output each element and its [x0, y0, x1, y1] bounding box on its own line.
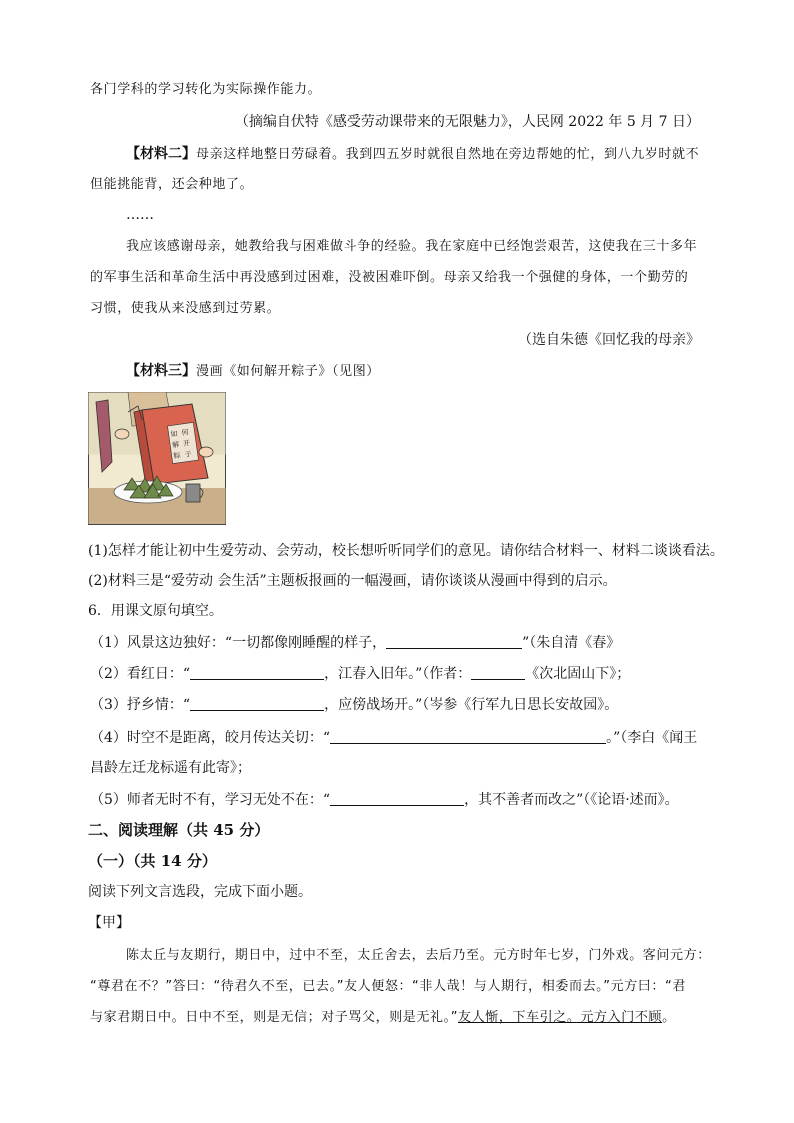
- book-title-char-6: 子: [184, 449, 193, 459]
- material-two-para-1: [126, 144, 699, 165]
- material-two-text-b: 但能挑能背，还会种地了。: [90, 177, 254, 192]
- fill-blank-2-middle: ，江春入旧年。”（作者：: [324, 666, 472, 682]
- material-two-text-a: 母亲这样地整日劳碌着。我到四五岁时就很自然地在旁边帮她的忙，到八九岁时就不: [196, 147, 700, 162]
- book-title-char-2: 何: [181, 428, 190, 438]
- source-citation-2: （选自朱德《回忆我的母亲》: [518, 332, 700, 348]
- fill-blank-1: [90, 633, 620, 653]
- answer-blank-3[interactable]: [190, 696, 324, 711]
- fill-blank-3-suffix: ，应傍战场开。”（岑参《行军九日思长安故园》。: [324, 697, 619, 713]
- fill-blank-3: [90, 695, 618, 715]
- fill-blank-2-prefix: （2）看红日：“: [90, 666, 191, 682]
- answer-blank-2[interactable]: [190, 665, 324, 680]
- fill-blank-4-suffix: 。”（李白《闻王: [606, 730, 698, 746]
- passage-line-3-plain: 与家君期日中。日中不至，则是无信；对子骂父，则是无礼。”: [90, 1010, 459, 1025]
- book-title-char-4: 开: [182, 439, 191, 448]
- subsection-one-heading: （一）（共 14 分）: [88, 852, 217, 870]
- material-three-text: 漫画《如何解开粽子》（见图）: [196, 364, 380, 379]
- material-one-closing-line: 各门学科的学习转化为实际操作能力。: [90, 82, 322, 97]
- fill-blank-1-prefix: （1）风景这边独好：“一切都像刚睡醒的样子，: [90, 635, 387, 651]
- answer-blank-4[interactable]: [330, 729, 606, 744]
- answer-blank-5[interactable]: [330, 791, 464, 806]
- passage-line-3-end: 。: [662, 1010, 676, 1025]
- passage-line-2: “尊君在不？”答曰：“待君久不至，已去。”友人便怒：“非人哉！与人期行，相委而去。”元方曰：“君: [90, 979, 686, 994]
- fill-blank-2-suffix: 《次北固山下》；: [525, 666, 631, 682]
- ellipsis: ……: [126, 207, 154, 223]
- answer-blank-2-author[interactable]: [471, 665, 525, 680]
- fill-blank-5: [90, 790, 679, 810]
- passage-line-3-underlined: 友人惭，下车引之。元方入门不顾: [458, 1010, 663, 1025]
- passage-line-1: 陈太丘与友期行，期日中，过中不至，太丘舍去，去后乃至。元方时年七岁，门外戏。客问元方：: [126, 948, 711, 963]
- material-two-text-e: 习惯，使我从来没感到过劳累。: [90, 301, 281, 316]
- fill-blank-4-prefix: （4）时空不是距离，皎月传达关切：“: [90, 730, 331, 746]
- question-2: (2)材料三是“爱劳动 会生活”主题板报画的一幅漫画，请你谈谈从漫画中得到的启示。: [88, 573, 617, 589]
- material-three-line: [126, 361, 380, 382]
- question-1: (1)怎样才能让初中生爱劳动、会劳动，校长想听听同学们的意见。请你结合材料一、材料二谈谈看法。: [88, 543, 724, 559]
- fill-blank-4-continuation: 昌龄左迁龙标遥有此寄》；: [90, 760, 251, 776]
- question-6-heading: 6．用课文原句填空。: [88, 603, 223, 619]
- material-two-label: 【材料二】: [126, 146, 196, 162]
- material-two-text-d: 的军事生活和革命生活中再没感到过困难，没被困难吓倒。母亲又给我一个强健的身体，一个勤劳的: [90, 270, 689, 285]
- source-citation-1: （摘编自伏特《感受劳动课带来的无限魅力》，人民网 2022 年 5 月 7 日）: [234, 114, 700, 130]
- book-title-char-1: 如: [170, 429, 179, 439]
- fill-blank-3-prefix: （3）抒乡情：“: [90, 697, 191, 713]
- material-three-label: 【材料三】: [126, 363, 196, 379]
- fill-blank-2: [90, 664, 630, 684]
- answer-blank-1[interactable]: [386, 634, 522, 649]
- material-two-text-c: 我应该感谢母亲，她教给我与困难做斗争的经验。我在家庭中已经饱尝艰苦，这使我在三十多年: [126, 239, 698, 254]
- fill-blank-1-suffix: ”（朱自清《春》: [522, 635, 621, 651]
- book-title-char-3: 解: [171, 440, 180, 450]
- passage-line-3: [90, 1008, 676, 1028]
- fill-blank-5-suffix: ，其不善者而改之”（《论语·述而》。: [464, 792, 679, 808]
- reading-instruction: 阅读下列文言选段，完成下面小题。: [88, 884, 312, 900]
- passage-jia-label: 【甲】: [88, 915, 130, 931]
- comic-illustration: [88, 392, 226, 525]
- fill-blank-4: [90, 728, 697, 748]
- fill-blank-5-prefix: （5）师者无时不有，学习无处不在：“: [90, 792, 331, 808]
- book-title-char-5: 粽: [173, 451, 182, 461]
- section-two-heading: 二、阅读理解（共 45 分）: [88, 821, 270, 839]
